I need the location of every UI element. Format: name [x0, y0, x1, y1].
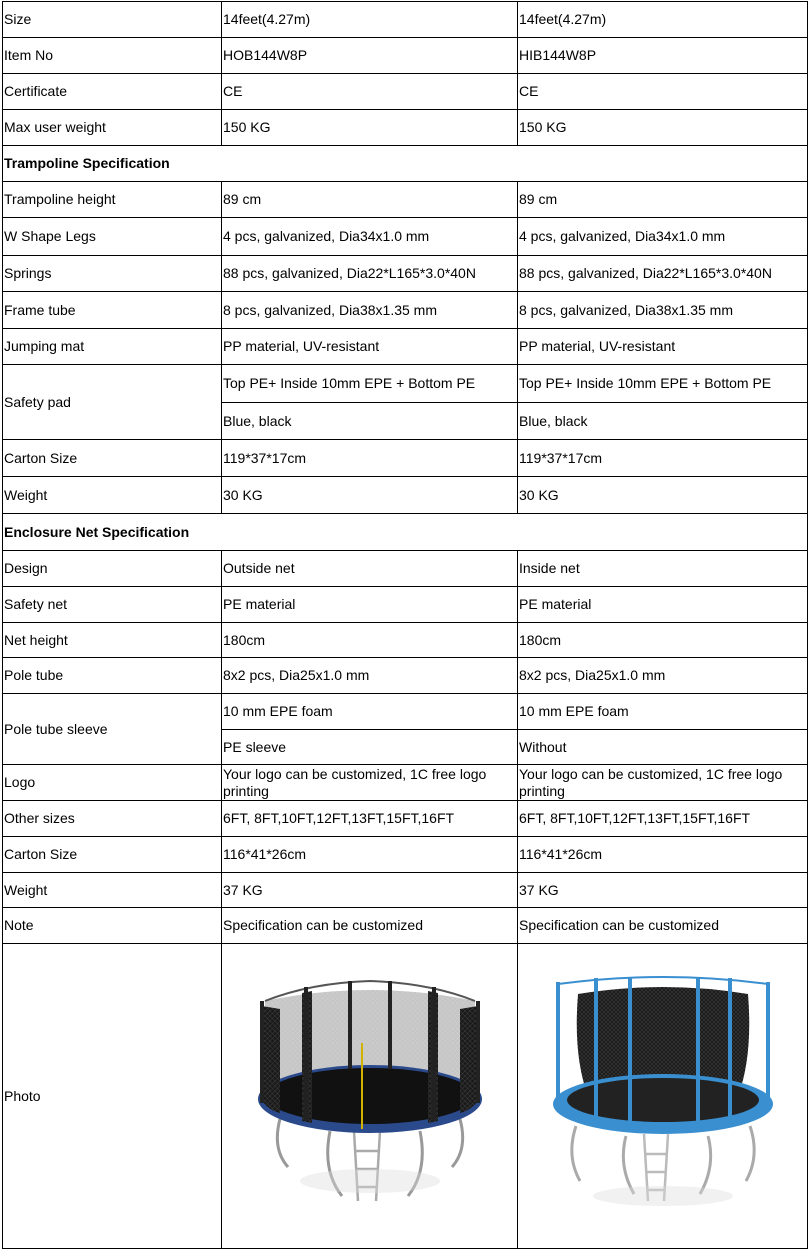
- row-label: Jumping mat: [3, 329, 222, 365]
- section-header-enclosure: [3, 514, 808, 551]
- value-hob: Blue, black: [222, 403, 518, 440]
- table-row-logo: [3, 765, 808, 801]
- value-hib: 8x2 pcs, Dia25x1.0 mm: [518, 658, 808, 694]
- value-hib: 6FT, 8FT,10FT,12FT,13FT,15FT,16FT: [518, 801, 808, 837]
- row-label: Safety pad: [3, 365, 222, 440]
- row-label: Certificate: [3, 74, 222, 110]
- value-hib: 30 KG: [518, 477, 808, 514]
- table-row-safety-net: [3, 587, 808, 623]
- value-hob: PE material: [222, 587, 518, 623]
- value-hob: 116*41*26cm: [222, 837, 518, 873]
- value-hib: Without: [518, 730, 808, 765]
- value-hob: HOB144W8P: [222, 38, 518, 74]
- value-hob: 88 pcs, galvanized, Dia22*L165*3.0*40N: [222, 256, 518, 292]
- value-hob: 89 cm: [222, 182, 518, 218]
- value-hib: 180cm: [518, 623, 808, 658]
- value-hob: 150 KG: [222, 110, 518, 146]
- table-row-certificate: [3, 74, 808, 110]
- table-row-safety-pad: [3, 365, 808, 403]
- row-label: Weight: [3, 873, 222, 908]
- value-hob: Outside net: [222, 551, 518, 587]
- row-label: Other sizes: [3, 801, 222, 837]
- value-hib: 150 KG: [518, 110, 808, 146]
- table-row-jumping-mat: [3, 329, 808, 365]
- value-hob: Your logo can be customized, 1C free logo printing: [222, 765, 518, 801]
- value-hob: 119*37*17cm: [222, 440, 518, 477]
- value-hib: PP material, UV-resistant: [518, 329, 808, 365]
- section-title: Trampoline Specification: [3, 146, 808, 182]
- value-hib: 119*37*17cm: [518, 440, 808, 477]
- table-row-pole-tube: [3, 658, 808, 694]
- row-label: Safety net: [3, 587, 222, 623]
- table-row-frame-tube: [3, 292, 808, 329]
- row-label: Size: [3, 2, 222, 38]
- value-hib: 88 pcs, galvanized, Dia22*L165*3.0*40N: [518, 256, 808, 292]
- value-hib: HIB144W8P: [518, 38, 808, 74]
- row-label: Pole tube sleeve: [3, 694, 222, 765]
- trampoline-inside-net-photo: [548, 976, 778, 1216]
- row-label: Logo: [3, 765, 222, 801]
- table-row-note: [3, 908, 808, 944]
- photo-inside-net: [518, 944, 808, 1249]
- value-hob: 37 KG: [222, 873, 518, 908]
- value-hob: 4 pcs, galvanized, Dia34x1.0 mm: [222, 218, 518, 256]
- value-hob: 10 mm EPE foam: [222, 694, 518, 730]
- value-hib: 4 pcs, galvanized, Dia34x1.0 mm: [518, 218, 808, 256]
- table-row-size: [3, 2, 808, 38]
- value-hib: PE material: [518, 587, 808, 623]
- table-row-carton-size-net: [3, 837, 808, 873]
- row-label: Weight: [3, 477, 222, 514]
- row-label: Max user weight: [3, 110, 222, 146]
- row-label: Note: [3, 908, 222, 944]
- trampoline-outside-net-photo: [250, 971, 490, 1221]
- table-row-springs: [3, 256, 808, 292]
- value-hob: Specification can be customized: [222, 908, 518, 944]
- row-label: W Shape Legs: [3, 218, 222, 256]
- value-hib: Inside net: [518, 551, 808, 587]
- table-row-net-height: [3, 623, 808, 658]
- value-hob: PP material, UV-resistant: [222, 329, 518, 365]
- value-hib: 116*41*26cm: [518, 837, 808, 873]
- table-row-item-no: [3, 38, 808, 74]
- table-row-weight: [3, 477, 808, 514]
- row-label: Item No: [3, 38, 222, 74]
- table-row-pole-sleeve: [3, 694, 808, 730]
- table-row-weight-net: [3, 873, 808, 908]
- value-hib: 89 cm: [518, 182, 808, 218]
- value-hob: 8x2 pcs, Dia25x1.0 mm: [222, 658, 518, 694]
- value-hob: Top PE+ Inside 10mm EPE + Bottom PE: [222, 365, 518, 403]
- row-label: Springs: [3, 256, 222, 292]
- row-label: Design: [3, 551, 222, 587]
- value-hob: CE: [222, 74, 518, 110]
- table-row-photo: [3, 944, 808, 1249]
- table-row-carton-size: [3, 440, 808, 477]
- value-hib: 10 mm EPE foam: [518, 694, 808, 730]
- value-hob: 6FT, 8FT,10FT,12FT,13FT,15FT,16FT: [222, 801, 518, 837]
- value-hib: 14feet(4.27m): [518, 2, 808, 38]
- value-hob: 14feet(4.27m): [222, 2, 518, 38]
- table-row-legs: [3, 218, 808, 256]
- value-hib: CE: [518, 74, 808, 110]
- value-hib: Specification can be customized: [518, 908, 808, 944]
- value-hib: Blue, black: [518, 403, 808, 440]
- row-label: Photo: [3, 944, 222, 1249]
- value-hob: 30 KG: [222, 477, 518, 514]
- row-label: Net height: [3, 623, 222, 658]
- row-label: Carton Size: [3, 440, 222, 477]
- value-hob: PE sleeve: [222, 730, 518, 765]
- value-hib: 8 pcs, galvanized, Dia38x1.35 mm: [518, 292, 808, 329]
- value-hob: 180cm: [222, 623, 518, 658]
- table-row-max-user-weight: [3, 110, 808, 146]
- spec-table: [2, 1, 808, 1249]
- row-label: Frame tube: [3, 292, 222, 329]
- table-row-trampoline-height: [3, 182, 808, 218]
- row-label: Carton Size: [3, 837, 222, 873]
- row-label: Trampoline height: [3, 182, 222, 218]
- value-hib: 37 KG: [518, 873, 808, 908]
- value-hib: Your logo can be customized, 1C free logo printing: [518, 765, 808, 801]
- photo-outside-net: [222, 944, 518, 1249]
- row-label: Pole tube: [3, 658, 222, 694]
- table-row-other-sizes: [3, 801, 808, 837]
- table-row-design: [3, 551, 808, 587]
- section-header-trampoline: [3, 146, 808, 182]
- section-title: Enclosure Net Specification: [3, 514, 808, 551]
- value-hib: Top PE+ Inside 10mm EPE + Bottom PE: [518, 365, 808, 403]
- value-hob: 8 pcs, galvanized, Dia38x1.35 mm: [222, 292, 518, 329]
